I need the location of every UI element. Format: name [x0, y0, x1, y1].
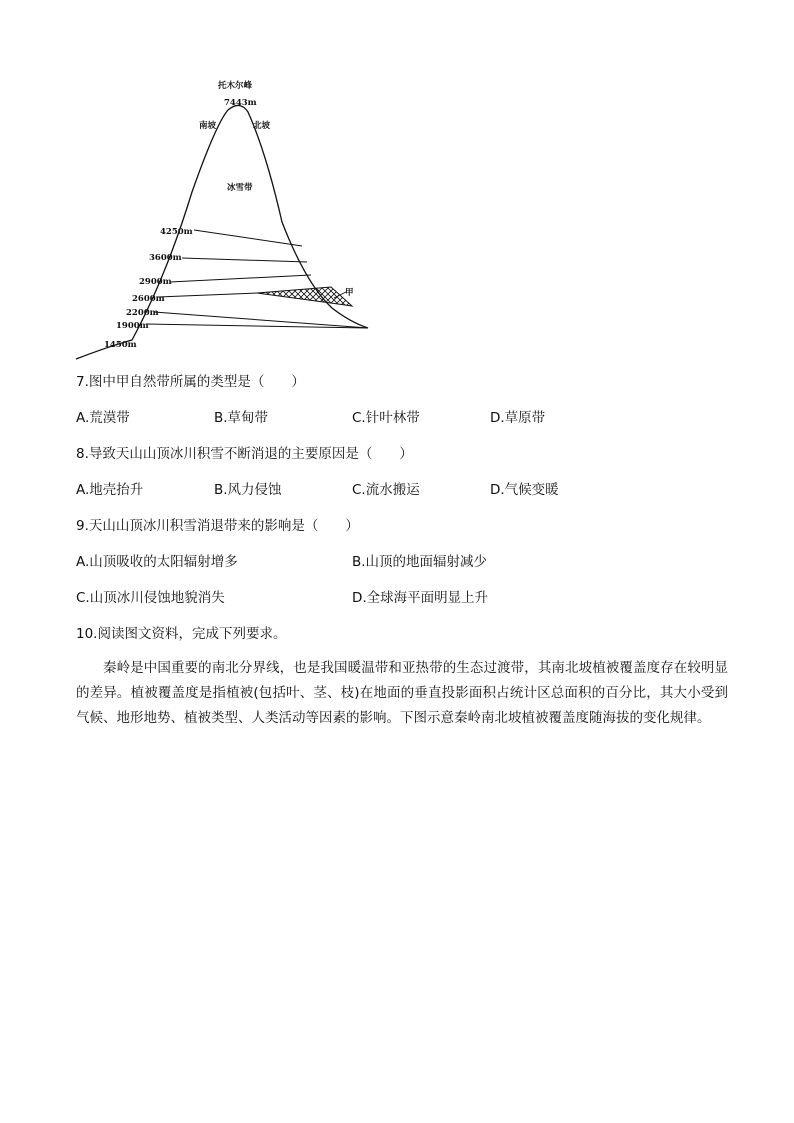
q9-option-c[interactable]: C.山顶冰川侵蚀地貌消失 [76, 590, 225, 606]
q8-option-a[interactable]: A.地壳抬升 [76, 482, 144, 498]
elevation-label: 1900m [116, 321, 149, 331]
q9-option-b[interactable]: B.山顶的地面辐射减少 [352, 554, 488, 570]
elevation-label: 2600m [132, 294, 165, 304]
q9-option-d[interactable]: D.全球海平面明显上升 [352, 590, 489, 606]
peak-name: 托木尔峰 [218, 81, 253, 91]
q8-option-b[interactable]: B.风力侵蚀 [214, 482, 282, 498]
q7-option-d[interactable]: D.草原带 [490, 410, 546, 426]
south-slope-label: 南坡 [199, 121, 217, 131]
question-10-stem: 10.阅读图文资料，完成下列要求。 [76, 626, 287, 642]
elevation-label: 2900m [139, 277, 172, 287]
glacier-zone-label: 冰雪带 [227, 183, 253, 193]
question-10-passage: 秦岭是中国重要的南北分界线，也是我国暖温带和亚热带的生态过渡带，其南北坡植被覆盖度存在较明显的差异。植被覆盖度是指植被(包括叶、茎、枝)在地面的垂直投影面积占统计区总面积的百分比，其大小受到气候、地形地势、植被类型、人类活动等因素的影响。下图示意秦岭南北坡植被覆盖度随海拔的变化规律。 [76, 660, 728, 726]
question-8-stem: 8.导致天山山顶冰川积雪不断消退的主要原因是（ ） [76, 446, 413, 462]
question-7-stem: 7.图中甲自然带所属的类型是（ ） [76, 374, 305, 390]
q7-option-a[interactable]: A.荒漠带 [76, 410, 130, 426]
q8-option-c[interactable]: C.流水搬运 [352, 482, 420, 498]
elevation-label: 2200m [126, 308, 159, 318]
elevation-label: 4250m [160, 227, 193, 237]
q7-option-c[interactable]: C.针叶林带 [352, 410, 420, 426]
boundary-2900m [170, 275, 311, 282]
q9-option-a[interactable]: A.山顶吸收的太阳辐射增多 [76, 554, 238, 570]
boundary-3600m [182, 258, 307, 262]
boundary-2600m [158, 293, 257, 297]
marker-jia: 甲 [345, 288, 354, 298]
mountain-zone-diagram [70, 72, 390, 364]
elevation-label: 1450m [104, 340, 137, 350]
elevation-label: 3600m [149, 253, 182, 263]
north-slope-label: 北坡 [253, 121, 271, 131]
q7-option-b[interactable]: B.草甸带 [214, 410, 269, 426]
peak-elevation: 7443m [224, 98, 257, 108]
question-9-stem: 9.天山山顶冰川积雪消退带来的影响是（ ） [76, 518, 359, 534]
q8-option-d[interactable]: D.气候变暖 [490, 482, 559, 498]
